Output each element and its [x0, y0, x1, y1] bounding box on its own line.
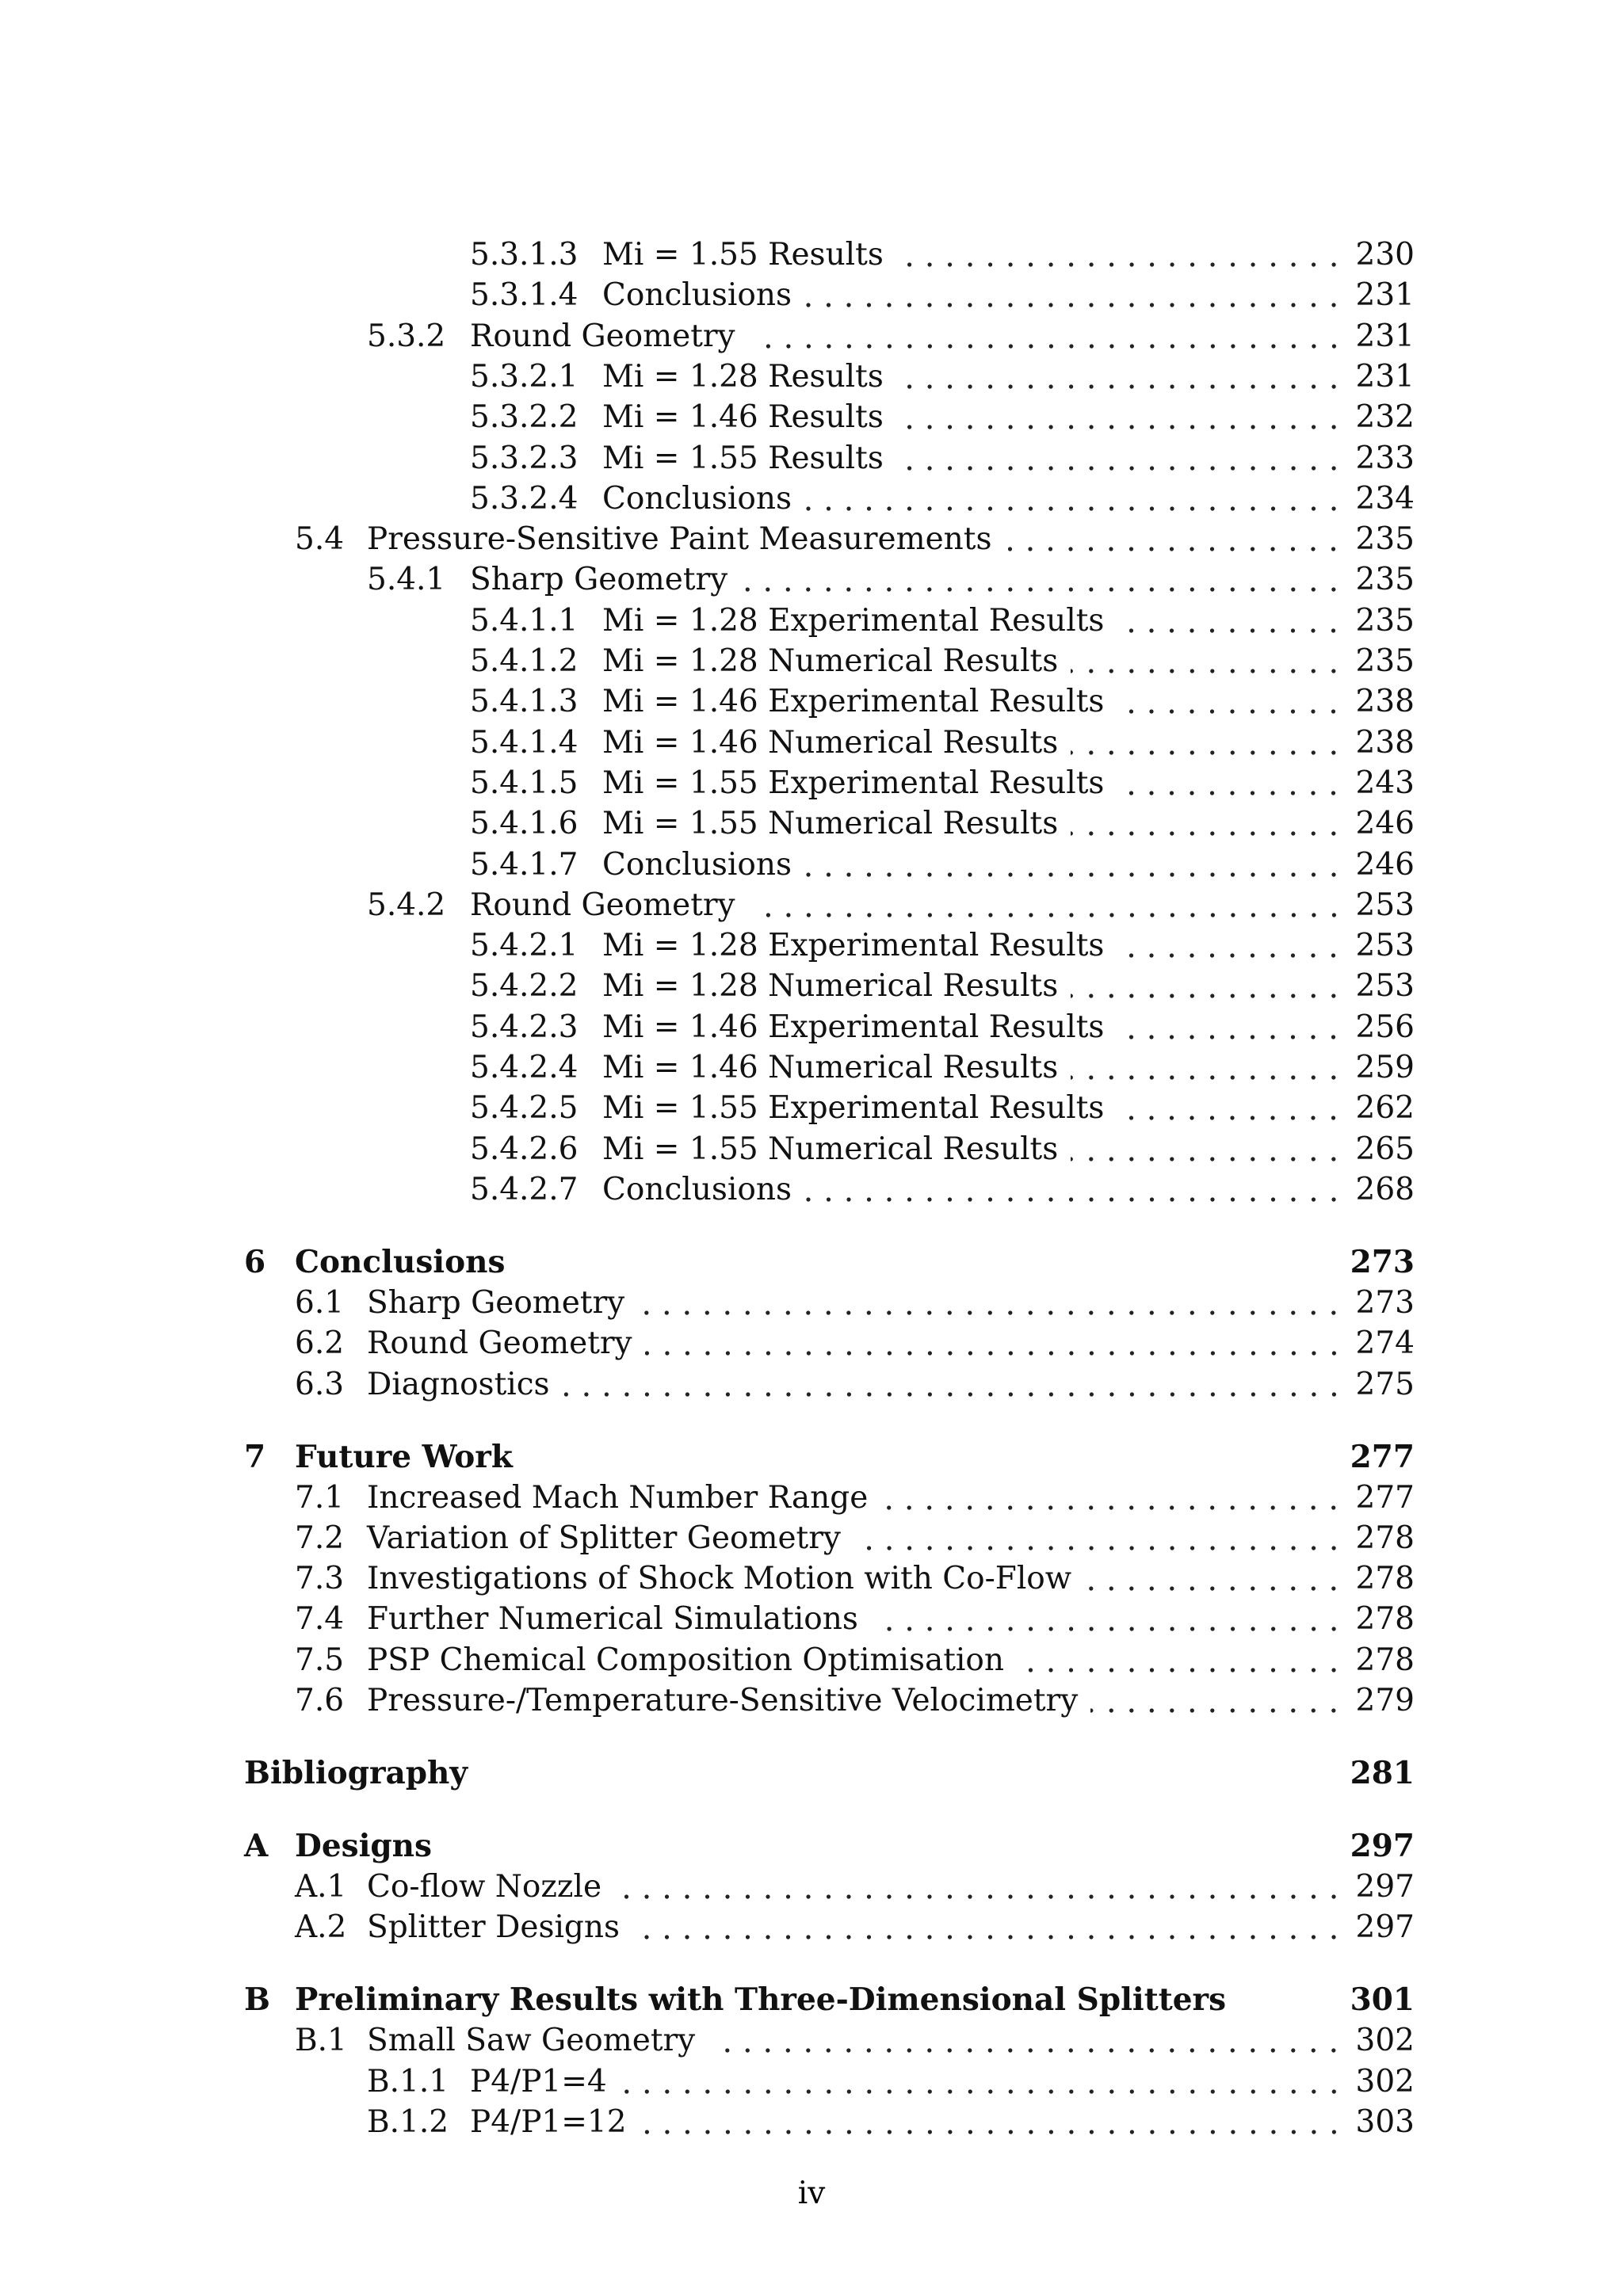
- toc-entry-title: P4/P1=12: [470, 2103, 627, 2140]
- toc-entry-title: Mi = 1.28 Results: [602, 358, 884, 395]
- toc-entry-number: 7.6: [295, 1683, 345, 1718]
- toc-entry-page: 246: [1355, 846, 1415, 883]
- toc-entry[interactable]: [0, 1129, 1623, 1169]
- toc-entry[interactable]: [0, 438, 1623, 479]
- toc-entry-page: 302: [1355, 2023, 1415, 2059]
- toc-entry-title: Conclusions: [295, 1243, 506, 1280]
- toc-entry-title: Mi = 1.55 Experimental Results: [602, 1090, 1105, 1127]
- toc-entry-title: Sharp Geometry: [367, 1284, 625, 1321]
- toc-entry[interactable]: [0, 2061, 1623, 2102]
- toc-entry[interactable]: [0, 885, 1623, 925]
- toc-entry-title: Future Work: [295, 1438, 513, 1475]
- toc-entry-number: 5.3.2.4: [470, 480, 579, 517]
- toc-entry[interactable]: [0, 2102, 1623, 2142]
- toc-entry-page: 253: [1355, 887, 1415, 923]
- toc-entry[interactable]: [0, 1599, 1623, 1639]
- toc-entry-number: 5.3.1.4: [470, 277, 579, 314]
- toc-entry-page: 278: [1355, 1561, 1415, 1597]
- toc-entry[interactable]: [0, 1283, 1623, 1323]
- toc-entry-title: Mi = 1.46 Experimental Results: [602, 1009, 1105, 1045]
- toc-entry-number: 6.1: [295, 1284, 345, 1321]
- toc-entry-number: 5.4.2.3: [470, 1009, 579, 1045]
- toc-entry-page: 297: [1355, 1909, 1415, 1946]
- toc-entry-title: Investigations of Shock Motion with Co-Flow: [367, 1561, 1072, 1597]
- toc-entry-page: 268: [1355, 1171, 1415, 1207]
- toc-entry[interactable]: [0, 641, 1623, 681]
- toc-entry-page: 265: [1355, 1131, 1415, 1167]
- toc-entry[interactable]: [0, 1088, 1623, 1128]
- toc-entry-title: Preliminary Results with Three-Dimensional Splitters: [295, 1981, 1227, 2019]
- toc-entry-page: 243: [1355, 765, 1415, 801]
- toc-dot-leader: [1090, 1680, 1347, 1731]
- toc-entry-title: Mi = 1.28 Experimental Results: [602, 602, 1105, 639]
- toc-entry-title: Co-flow Nozzle: [367, 1869, 602, 1905]
- toc-entry-title: Mi = 1.55 Results: [602, 440, 884, 476]
- toc-entry-title: Mi = 1.46 Results: [602, 399, 884, 436]
- toc-entry-title: Variation of Splitter Geometry: [367, 1520, 841, 1556]
- toc-entry-page: 273: [1350, 1243, 1415, 1280]
- toc-entry[interactable]: [0, 1867, 1623, 1907]
- toc-entry-number: 5.4.1.6: [470, 806, 579, 842]
- toc-entry-number: 7.1: [295, 1479, 345, 1516]
- toc-entry-number: 7.2: [295, 1520, 345, 1556]
- toc-entry-number: 5.4.1.3: [470, 684, 579, 720]
- toc-entry-title: Mi = 1.28 Numerical Results: [602, 643, 1059, 679]
- toc-entry-page: 262: [1355, 1090, 1415, 1127]
- toc-entry-page: 274: [1355, 1325, 1415, 1362]
- toc-entry-number: 5.3.2.1: [470, 358, 579, 395]
- toc-entry-page: 277: [1355, 1479, 1415, 1516]
- toc-entry-number: 5.4.2.2: [470, 968, 579, 1005]
- toc-entry-page: 231: [1355, 277, 1415, 314]
- toc-entry-page: 256: [1355, 1009, 1415, 1045]
- toc-entry[interactable]: [0, 1907, 1623, 1947]
- toc-entry-number: A.1: [295, 1869, 347, 1905]
- toc-entry-title: Conclusions: [602, 480, 792, 517]
- toc-entry[interactable]: [0, 1478, 1623, 1518]
- toc-entry-page: 278: [1355, 1642, 1415, 1678]
- toc-entry-number: 7.5: [295, 1642, 345, 1678]
- toc-entry-page: 301: [1350, 1981, 1415, 2019]
- toc-entry-title: Mi = 1.28 Numerical Results: [602, 968, 1059, 1005]
- toc-entry[interactable]: [0, 1364, 1623, 1405]
- toc-entry-title: Sharp Geometry: [470, 562, 728, 598]
- toc-entry-number: B.1.2: [367, 2103, 449, 2140]
- toc-entry-title: Conclusions: [602, 1171, 792, 1207]
- toc-entry-page: 234: [1355, 480, 1415, 517]
- toc-entry-page: 253: [1355, 968, 1415, 1005]
- toc-entry-page: 279: [1355, 1683, 1415, 1718]
- toc-entry-page: 233: [1355, 440, 1415, 476]
- toc-chapter-entry[interactable]: [0, 1826, 1623, 1867]
- toc-entry-title: Round Geometry: [470, 887, 735, 923]
- toc-entry-number: 5.4.1.5: [470, 765, 579, 801]
- toc-entry-page: 278: [1355, 1520, 1415, 1556]
- toc-entry[interactable]: [0, 397, 1623, 437]
- toc-entry-title: Conclusions: [602, 846, 792, 883]
- toc-dot-leader: [563, 1364, 1348, 1415]
- toc-entry[interactable]: [0, 559, 1623, 600]
- toc-entry-page: 277: [1350, 1438, 1415, 1475]
- toc-entry-number: B.1: [295, 2023, 347, 2059]
- toc-entry-page: 246: [1355, 806, 1415, 842]
- toc-entry-title: P4/P1=4: [470, 2063, 607, 2100]
- toc-entry-title: Mi = 1.55 Experimental Results: [602, 765, 1105, 801]
- toc-entry-page: 297: [1350, 1828, 1415, 1864]
- toc-entry-number: 7: [244, 1438, 266, 1475]
- toc-entry-page: 235: [1355, 562, 1415, 598]
- toc-entry-number: A: [244, 1828, 269, 1864]
- toc-entry-number: 7.3: [295, 1561, 345, 1597]
- toc-entry-number: A.2: [295, 1909, 347, 1946]
- toc-entry[interactable]: [0, 723, 1623, 763]
- toc-entry-number: 6: [244, 1243, 266, 1280]
- toc-entry-title: Mi = 1.55 Results: [602, 237, 884, 273]
- toc-entry-page: 253: [1355, 928, 1415, 964]
- toc-entry-number: 5.4.1: [367, 562, 446, 598]
- toc-entry-title: Splitter Designs: [367, 1909, 621, 1946]
- toc-entry-page: 232: [1355, 399, 1415, 436]
- toc-entry-number: 5.3.2.2: [470, 399, 579, 436]
- toc-entry-number: 5.3.2: [367, 318, 446, 354]
- toc-entry[interactable]: [0, 2020, 1623, 2061]
- toc-dot-leader: [804, 1169, 1348, 1220]
- toc-entry-title: Diagnostics: [367, 1366, 550, 1402]
- toc-entry-number: B.1.1: [367, 2063, 449, 2100]
- toc-entry[interactable]: [0, 479, 1623, 519]
- toc-entry[interactable]: [0, 1640, 1623, 1680]
- toc-entry-number: 5.4.2: [367, 887, 446, 923]
- toc-entry-number: 5.4.1.4: [470, 724, 579, 761]
- toc-entry-title: Pressure-/Temperature-Sensitive Velocimetry: [367, 1683, 1079, 1718]
- toc-entry-number: 5.4: [295, 521, 345, 558]
- toc-entry-title: Bibliography: [244, 1755, 468, 1791]
- toc-entry[interactable]: [0, 316, 1623, 357]
- toc-entry-title: Conclusions: [602, 277, 792, 314]
- toc-entry[interactable]: [0, 1558, 1623, 1599]
- toc-entry[interactable]: [0, 357, 1623, 397]
- toc-entry[interactable]: [0, 681, 1623, 722]
- toc-entry-title: Designs: [295, 1828, 432, 1864]
- toc-entry-page: 230: [1355, 237, 1415, 273]
- toc-entry-title: Mi = 1.55 Numerical Results: [602, 806, 1059, 842]
- toc-entry[interactable]: [0, 1518, 1623, 1558]
- toc-entry-number: 5.4.2.4: [470, 1050, 579, 1085]
- toc-entry[interactable]: [0, 1680, 1623, 1721]
- toc-entry-page: 303: [1355, 2103, 1415, 2140]
- toc-entry-number: 5.4.2.7: [470, 1171, 579, 1207]
- toc-entry-title: Round Geometry: [367, 1325, 632, 1362]
- toc-entry-page: 278: [1355, 1601, 1415, 1638]
- toc-entry-page: 302: [1355, 2063, 1415, 2100]
- toc-entry-title: Further Numerical Simulations: [367, 1601, 858, 1638]
- toc-entry-number: 5.4.1.1: [470, 602, 579, 639]
- toc-entry-page: 235: [1355, 602, 1415, 639]
- toc-dot-leader: [640, 2102, 1348, 2153]
- toc-entry-page: 259: [1355, 1050, 1415, 1085]
- toc-entry-page: 235: [1355, 643, 1415, 679]
- toc-chapter-entry[interactable]: [0, 1753, 1623, 1794]
- toc-entry-page: 235: [1355, 521, 1415, 558]
- toc-entry[interactable]: [0, 275, 1623, 315]
- toc-entry-page: 273: [1355, 1284, 1415, 1321]
- toc-entry-page: 281: [1350, 1755, 1415, 1791]
- toc-entry[interactable]: [0, 1323, 1623, 1363]
- toc-entry-title: PSP Chemical Composition Optimisation: [367, 1642, 1004, 1678]
- toc-entry[interactable]: [0, 519, 1623, 559]
- toc-entry-number: 5.4.1.2: [470, 643, 579, 679]
- toc-entry-title: Mi = 1.28 Experimental Results: [602, 928, 1105, 964]
- toc-entry-page: 275: [1355, 1366, 1415, 1402]
- toc-entry-page: 231: [1355, 358, 1415, 395]
- toc-entry-title: Round Geometry: [470, 318, 735, 354]
- toc-chapter-entry[interactable]: [0, 1242, 1623, 1283]
- toc-entry-title: Mi = 1.46 Experimental Results: [602, 684, 1105, 720]
- toc-entry-page: 297: [1355, 1869, 1415, 1905]
- toc-entry-number: 5.3.2.3: [470, 440, 579, 476]
- toc-entry-title: Mi = 1.46 Numerical Results: [602, 1050, 1059, 1085]
- toc-chapter-entry[interactable]: [0, 1437, 1623, 1478]
- toc-entry-number: 5.3.1.3: [470, 237, 579, 273]
- toc-entry-page: 238: [1355, 724, 1415, 761]
- toc-entry-number: 5.4.1.7: [470, 846, 579, 883]
- toc-entry[interactable]: [0, 803, 1623, 844]
- toc-entry[interactable]: [0, 235, 1623, 275]
- toc-entry[interactable]: [0, 1169, 1623, 1210]
- toc-entry-page: 238: [1355, 684, 1415, 720]
- toc-entry-title: Small Saw Geometry: [367, 2023, 696, 2059]
- toc-entry[interactable]: [0, 925, 1623, 966]
- toc-entry-number: 6.2: [295, 1325, 345, 1362]
- toc-entry-title: Pressure-Sensitive Paint Measurements: [367, 521, 992, 558]
- toc-entry-number: 5.4.2.6: [470, 1131, 579, 1167]
- toc-entry[interactable]: [0, 601, 1623, 641]
- toc-entry[interactable]: [0, 1007, 1623, 1047]
- toc-entry[interactable]: [0, 845, 1623, 885]
- toc-chapter-entry[interactable]: [0, 1980, 1623, 2020]
- toc-entry-number: 5.4.2.5: [470, 1090, 579, 1127]
- toc-entry-number: 6.3: [295, 1366, 345, 1402]
- page-number-footer: iv: [797, 2176, 826, 2211]
- toc-entry[interactable]: [0, 966, 1623, 1006]
- toc-entry-number: B: [244, 1981, 270, 2019]
- toc-entry-title: Mi = 1.46 Numerical Results: [602, 724, 1059, 761]
- toc-entry-number: 7.4: [295, 1601, 345, 1638]
- toc-dot-leader: [632, 1907, 1348, 1958]
- toc-entry[interactable]: [0, 763, 1623, 803]
- toc-entry-number: 5.4.2.1: [470, 928, 579, 964]
- toc-entry[interactable]: [0, 1047, 1623, 1088]
- toc-entry-title: Mi = 1.55 Numerical Results: [602, 1131, 1059, 1167]
- toc-entry-title: Increased Mach Number Range: [367, 1479, 869, 1516]
- toc-entry-page: 231: [1355, 318, 1415, 354]
